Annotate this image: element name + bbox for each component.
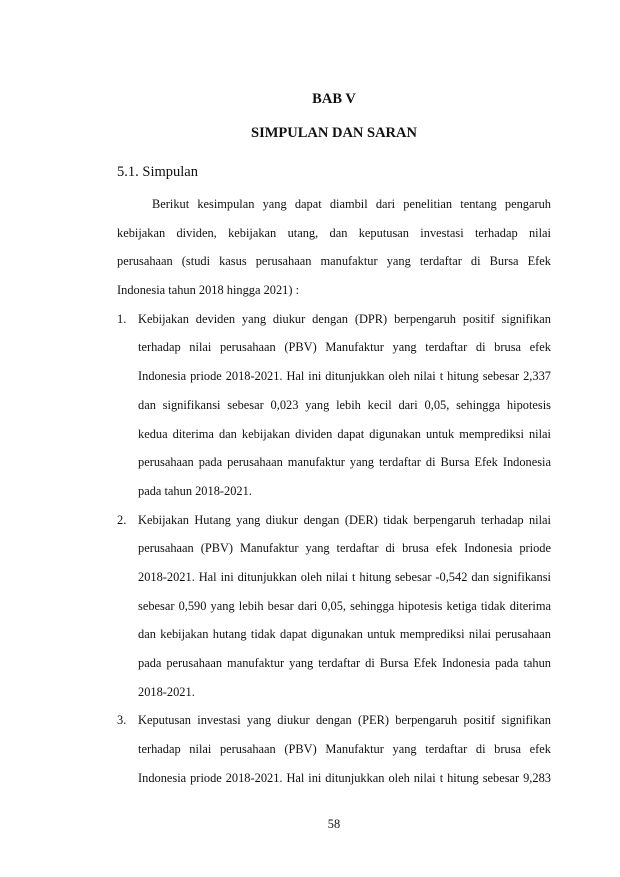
list-item: [117, 305, 551, 506]
chapter-title: SIMPULAN DAN SARAN: [251, 125, 417, 141]
list-item-line: Keputusan investasi yang diukur dengan (PER) berpengaruh positif signifikan: [138, 713, 551, 728]
list-item-line: 2018-2021. Hal ini ditunjukkan oleh nilai t hitung sebesar -0,542 dan signifikansi: [138, 569, 551, 584]
intro-paragraph: [117, 190, 551, 305]
list-item-line: Indonesia priode 2018-2021. Hal ini ditunjukkan oleh nilai t hitung sebesar 9,283: [138, 770, 551, 785]
list-number: 3.: [117, 713, 127, 728]
list-item-line: pada tahun 2018-2021.: [138, 483, 252, 498]
list-number: 1.: [117, 311, 127, 326]
intro-line: kebijakan dividen, kebijakan utang, dan keputusan investasi terhadap nilai: [117, 225, 551, 240]
list-item: [117, 506, 551, 707]
list-item-text: [138, 506, 551, 707]
list-item-line: terhadap nilai perusahaan (PBV) Manufaktur yang terdaftar di brusa efek: [138, 742, 551, 757]
chapter-label: BAB V: [312, 91, 356, 107]
list-item-line: 2018-2021.: [138, 684, 195, 699]
intro-line: Indonesia tahun 2018 hingga 2021) :: [117, 283, 300, 298]
list-item-line: perusahaan (PBV) Manufaktur yang terdaftar di brusa efek Indonesia priode: [138, 541, 551, 556]
section-body: [117, 190, 551, 792]
list-item-line: perusahaan pada perusahaan manufaktur yang terdaftar di Bursa Efek Indonesia: [138, 455, 551, 470]
list-item-line: pada perusahaan manufaktur yang terdaftar di Bursa Efek Indonesia pada tahun: [138, 656, 551, 670]
list-item-line: terhadap nilai perusahaan (PBV) Manufaktur yang terdaftar di brusa efek: [138, 340, 551, 355]
list-item-text: [138, 305, 551, 506]
intro-line: Berikut kesimpulan yang dapat diambil dari penelitian tentang pengaruh: [152, 197, 551, 211]
page-number: 58: [327, 817, 341, 831]
list-item-line: kedua diterima dan kebijakan dividen dapat digunakan untuk memprediksi nilai: [138, 426, 551, 441]
list-item-line: dan signifikansi sebesar 0,023 yang lebih kecil dari 0,05, sehingga hipotesis: [138, 397, 551, 412]
list-item: [117, 706, 551, 792]
list-number: 2.: [117, 512, 127, 527]
list-item-line: dan kebijakan hutang tidak dapat digunakan untuk memprediksi nilai perusahaan: [138, 627, 551, 642]
intro-line: perusahaan (studi kasus perusahaan manufaktur yang terdaftar di Bursa Efek: [117, 254, 551, 269]
list-item-line: Kebijakan Hutang yang diukur dengan (DER) tidak berpengaruh terhadap nilai: [138, 512, 551, 527]
section-heading: 5.1. Simpulan: [117, 164, 198, 180]
list-item-line: Indonesia priode 2018-2021. Hal ini ditunjukkan oleh nilai t hitung sebesar 2,337: [138, 369, 551, 384]
list-item-line: Kebijakan deviden yang diukur dengan (DPR) berpengaruh positif signifikan: [138, 311, 551, 326]
list-item-line: sebesar 0,590 yang lebih besar dari 0,05, sehingga hipotesis ketiga tidak diterima: [138, 598, 551, 613]
list-item-text: [138, 706, 551, 792]
